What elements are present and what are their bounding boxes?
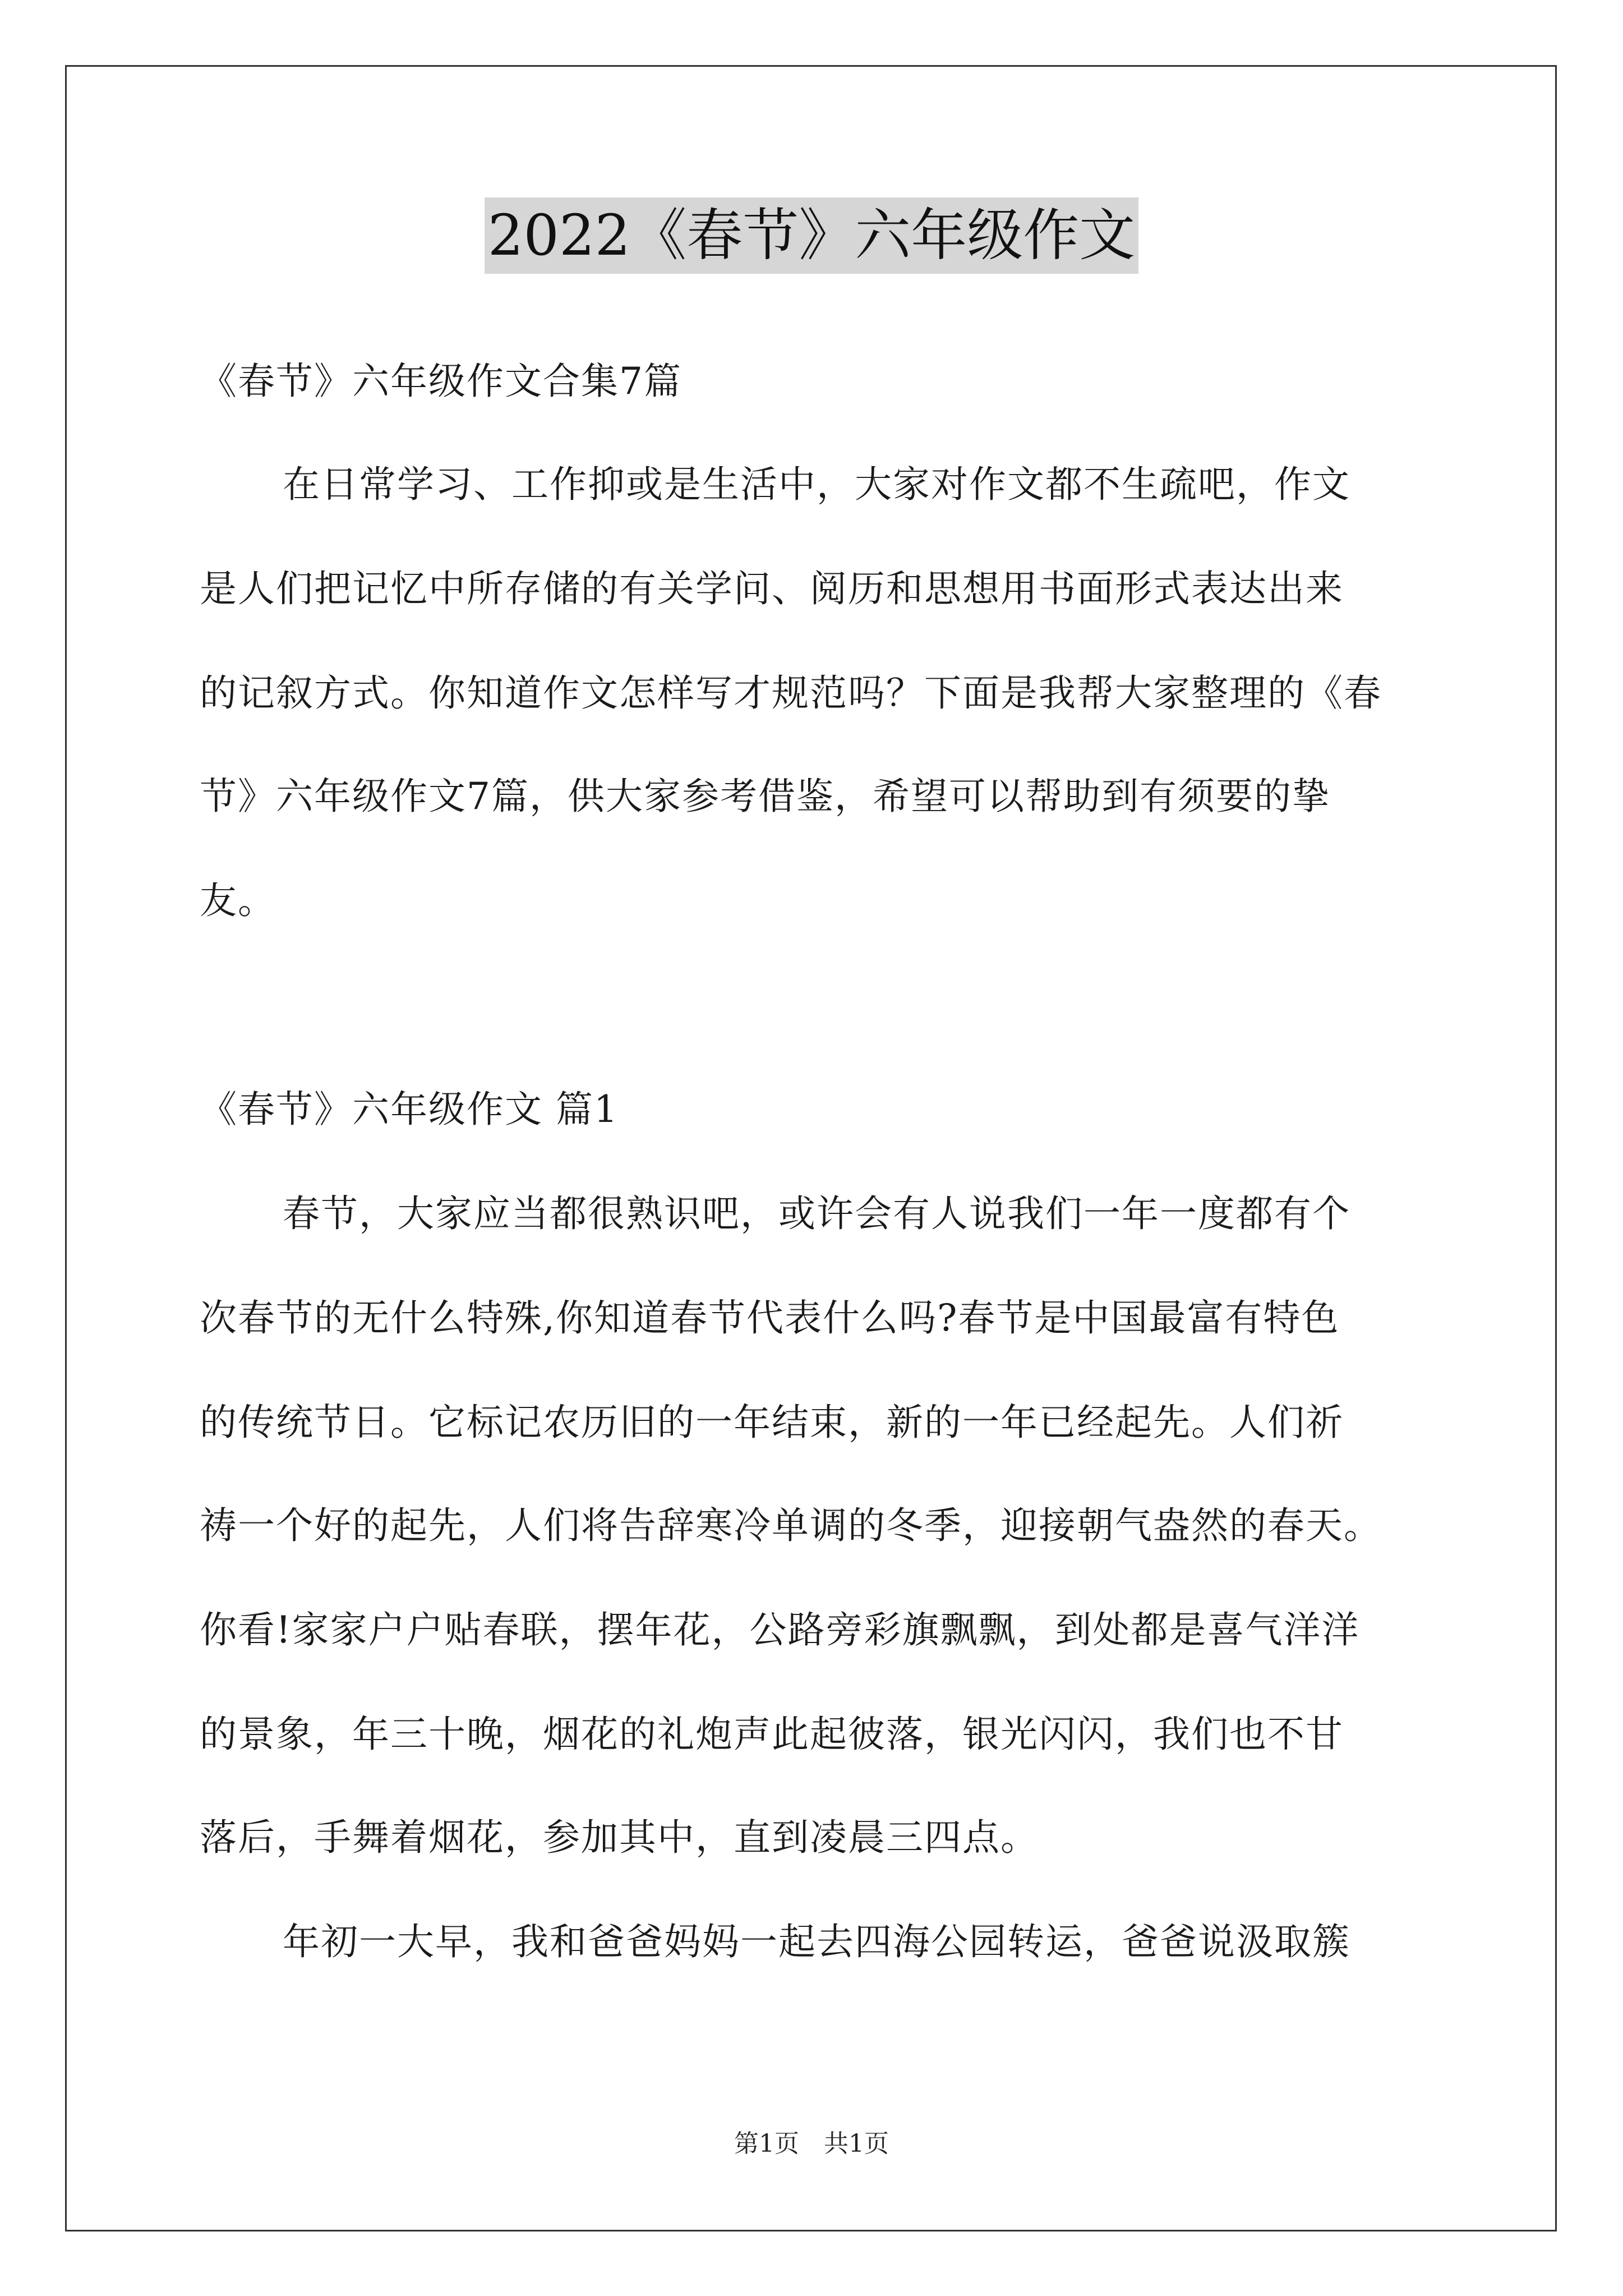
paragraph-line: 的传统节日。它标记农历旧的一年结束，新的一年已经起先。人们祈 [200,1401,1344,1444]
intro-line: 节》六年级作文7篇，供大家参考借鉴，希望可以帮助到有须要的挚 [200,775,1330,818]
paragraph-line: 次春节的无什么特殊,你知道春节代表什么吗?春节是中国最富有特色 [200,1296,1340,1340]
paragraph-line: 祷一个好的起先，人们将告辞寒冷单调的冬季，迎接朝气盎然的春天。 [200,1504,1382,1547]
intro-line: 友。 [200,879,276,922]
document-title: 2022《春节》六年级作文 [485,197,1139,274]
section-heading: 《春节》六年级作文 篇1 [200,1088,619,1131]
document-subtitle: 《春节》六年级作文合集7篇 [200,360,682,403]
intro-line: 在日常学习、工作抑或是生活中，大家对作文都不生疏吧，作文 [283,463,1350,506]
paragraph-line: 春节，大家应当都很熟识吧，或许会有人说我们一年一度都有个 [283,1192,1350,1235]
paragraph-line: 年初一大早，我和爸爸妈妈一起去四海公园转运，爸爸说汲取簇 [283,1920,1350,1963]
paragraph-line: 落后，手舞着烟花，参加其中，直到凌晨三四点。 [200,1816,1039,1859]
title-container [0,197,1623,274]
intro-line: 的记叙方式。你知道作文怎样写才规范吗？下面是我帮大家整理的《春 [200,671,1382,715]
page-footer: 第1页 共1页 [734,2129,889,2158]
paragraph-line: 的景象，年三十晚，烟花的礼炮声此起彼落，银光闪闪，我们也不甘 [200,1713,1344,1756]
intro-line: 是人们把记忆中所存储的有关学问、阅历和思想用书面形式表达出来 [200,567,1344,610]
paragraph-line: 你看!家家户户贴春联，摆年花，公路旁彩旗飘飘，到处都是喜气洋洋 [200,1608,1360,1651]
